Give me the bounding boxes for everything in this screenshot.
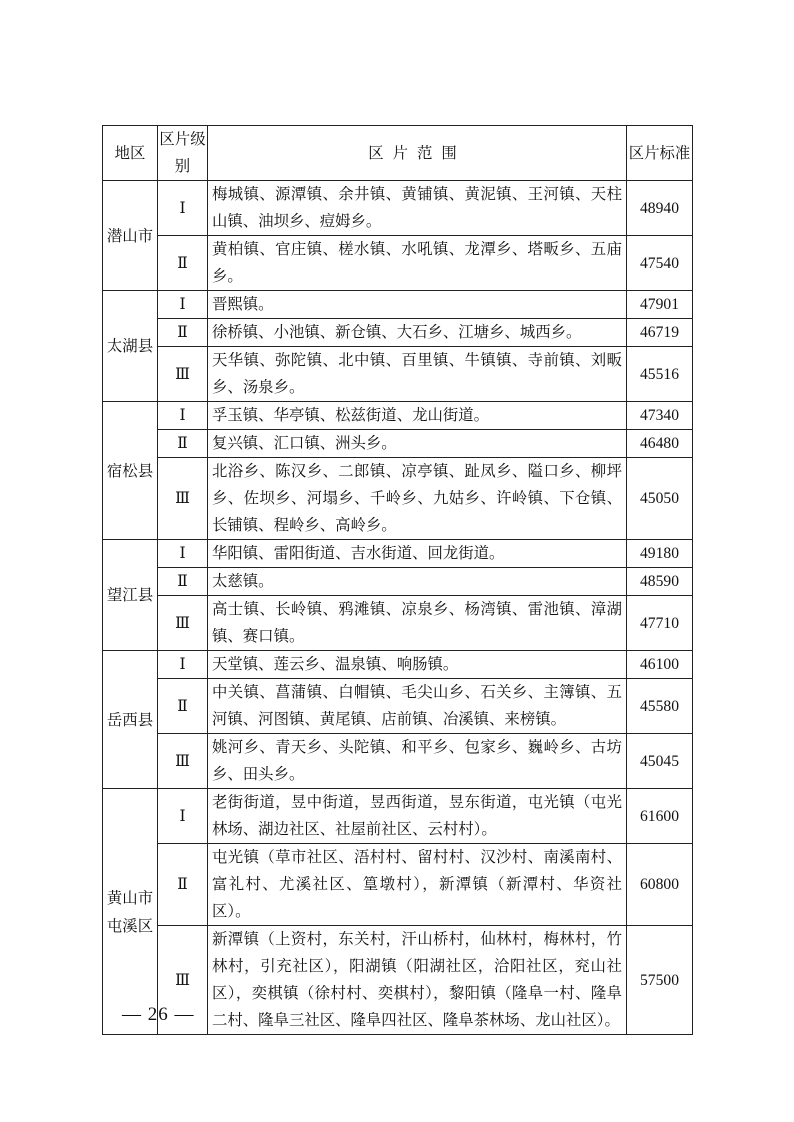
level-cell: Ⅱ (158, 568, 208, 596)
level-cell: Ⅲ (158, 458, 208, 540)
level-cell: Ⅰ (158, 402, 208, 430)
table-row (103, 236, 693, 291)
level-cell: Ⅰ (158, 181, 208, 236)
level-cell: Ⅱ (158, 319, 208, 347)
table-row (103, 789, 693, 844)
table-row (103, 679, 693, 734)
header-region: 地区 (103, 126, 158, 181)
header-range: 区片范围 (208, 126, 627, 181)
table-row (103, 651, 693, 679)
level-cell: Ⅲ (158, 926, 208, 1035)
page-number: — 26 — (122, 1004, 195, 1025)
range-cell: 黄柏镇、官庄镇、槎水镇、水吼镇、龙潭乡、塔畈乡、五庙乡。 (208, 236, 627, 291)
range-cell: 新潭镇（上资村，东关村，汗山桥村，仙林村，梅林村，竹林村，引充社区），阳湖镇（阳湖社区，洽阳社区，兖山社区），奕棋镇（徐村村、奕棋村），黎阳镇（隆阜一村、隆阜二村、隆阜三社区、隆阜四社区、隆阜茶林场、龙山社区）。 (208, 926, 627, 1035)
range-cell: 高士镇、长岭镇、鸦滩镇、凉泉乡、杨湾镇、雷池镇、漳湖镇、赛口镇。 (208, 596, 627, 651)
table-header-row (103, 126, 693, 181)
header-standard: 区片标准 (627, 126, 693, 181)
level-cell: Ⅰ (158, 540, 208, 568)
standard-cell: 45045 (627, 734, 693, 789)
range-cell: 姚河乡、青天乡、头陀镇、和平乡、包家乡、巍岭乡、古坊乡、田头乡。 (208, 734, 627, 789)
level-cell: Ⅲ (158, 734, 208, 789)
standard-cell: 45516 (627, 347, 693, 402)
standard-cell: 46100 (627, 651, 693, 679)
region-name: 黄山市屯溪区 (103, 789, 158, 1035)
range-cell: 晋熙镇。 (208, 291, 627, 319)
table-row (103, 430, 693, 458)
region-name: 宿松县 (103, 402, 158, 540)
table-row (103, 402, 693, 430)
standard-cell: 47710 (627, 596, 693, 651)
level-cell: Ⅱ (158, 844, 208, 926)
table-row (103, 347, 693, 402)
standard-cell: 46719 (627, 319, 693, 347)
range-cell: 老街街道，昱中街道，昱西街道，昱东街道，屯光镇（屯光林场、湖边社区、社屋前社区、云村村）。 (208, 789, 627, 844)
standard-cell: 47901 (627, 291, 693, 319)
table-row (103, 596, 693, 651)
range-cell: 天堂镇、莲云乡、温泉镇、响肠镇。 (208, 651, 627, 679)
standard-cell: 48590 (627, 568, 693, 596)
region-name: 潜山市 (103, 181, 158, 291)
level-cell: Ⅰ (158, 789, 208, 844)
standard-cell: 48940 (627, 181, 693, 236)
range-cell: 徐桥镇、小池镇、新仓镇、大石乡、江塘乡、城西乡。 (208, 319, 627, 347)
range-cell: 屯光镇（草市社区、浯村村、留村村、汉沙村、南溪南村、富礼村、尤溪社区、篁墩村），新潭镇（新潭村、华资社区）。 (208, 844, 627, 926)
standard-cell: 57500 (627, 926, 693, 1035)
standard-cell: 61600 (627, 789, 693, 844)
table-row (103, 291, 693, 319)
table-row (103, 844, 693, 926)
table-row (103, 458, 693, 540)
level-cell: Ⅱ (158, 430, 208, 458)
range-cell: 中关镇、菖蒲镇、白帽镇、毛尖山乡、石关乡、主簿镇、五河镇、河图镇、黄尾镇、店前镇、冶溪镇、来榜镇。 (208, 679, 627, 734)
table-row (103, 319, 693, 347)
range-cell: 梅城镇、源潭镇、余井镇、黄铺镇、黄泥镇、王河镇、天柱山镇、油坝乡、痘姆乡。 (208, 181, 627, 236)
standard-cell: 47340 (627, 402, 693, 430)
level-cell: Ⅱ (158, 236, 208, 291)
region-name: 岳西县 (103, 651, 158, 789)
standard-cell: 46480 (627, 430, 693, 458)
range-cell: 复兴镇、汇口镇、洲头乡。 (208, 430, 627, 458)
table-row (103, 734, 693, 789)
table-row (103, 540, 693, 568)
region-name: 太湖县 (103, 291, 158, 402)
level-cell: Ⅲ (158, 596, 208, 651)
range-cell: 太慈镇。 (208, 568, 627, 596)
range-cell: 北浴乡、陈汉乡、二郎镇、凉亭镇、趾凤乡、隘口乡、柳坪乡、佐坝乡、河塌乡、千岭乡、九姑乡、许岭镇、下仓镇、长铺镇、程岭乡、高岭乡。 (208, 458, 627, 540)
standard-cell: 60800 (627, 844, 693, 926)
header-level: 区片级别 (158, 126, 208, 181)
range-cell: 天华镇、弥陀镇、北中镇、百里镇、牛镇镇、寺前镇、刘畈乡、汤泉乡。 (208, 347, 627, 402)
range-cell: 孚玉镇、华亭镇、松兹街道、龙山街道。 (208, 402, 627, 430)
standard-cell: 45050 (627, 458, 693, 540)
region-name: 望江县 (103, 540, 158, 651)
level-cell: Ⅰ (158, 651, 208, 679)
standard-cell: 45580 (627, 679, 693, 734)
land-price-table (102, 125, 693, 1035)
standard-cell: 47540 (627, 236, 693, 291)
level-cell: Ⅰ (158, 291, 208, 319)
standard-cell: 49180 (627, 540, 693, 568)
range-cell: 华阳镇、雷阳街道、吉水街道、回龙街道。 (208, 540, 627, 568)
level-cell: Ⅲ (158, 347, 208, 402)
table-row (103, 181, 693, 236)
level-cell: Ⅱ (158, 679, 208, 734)
table-row (103, 568, 693, 596)
